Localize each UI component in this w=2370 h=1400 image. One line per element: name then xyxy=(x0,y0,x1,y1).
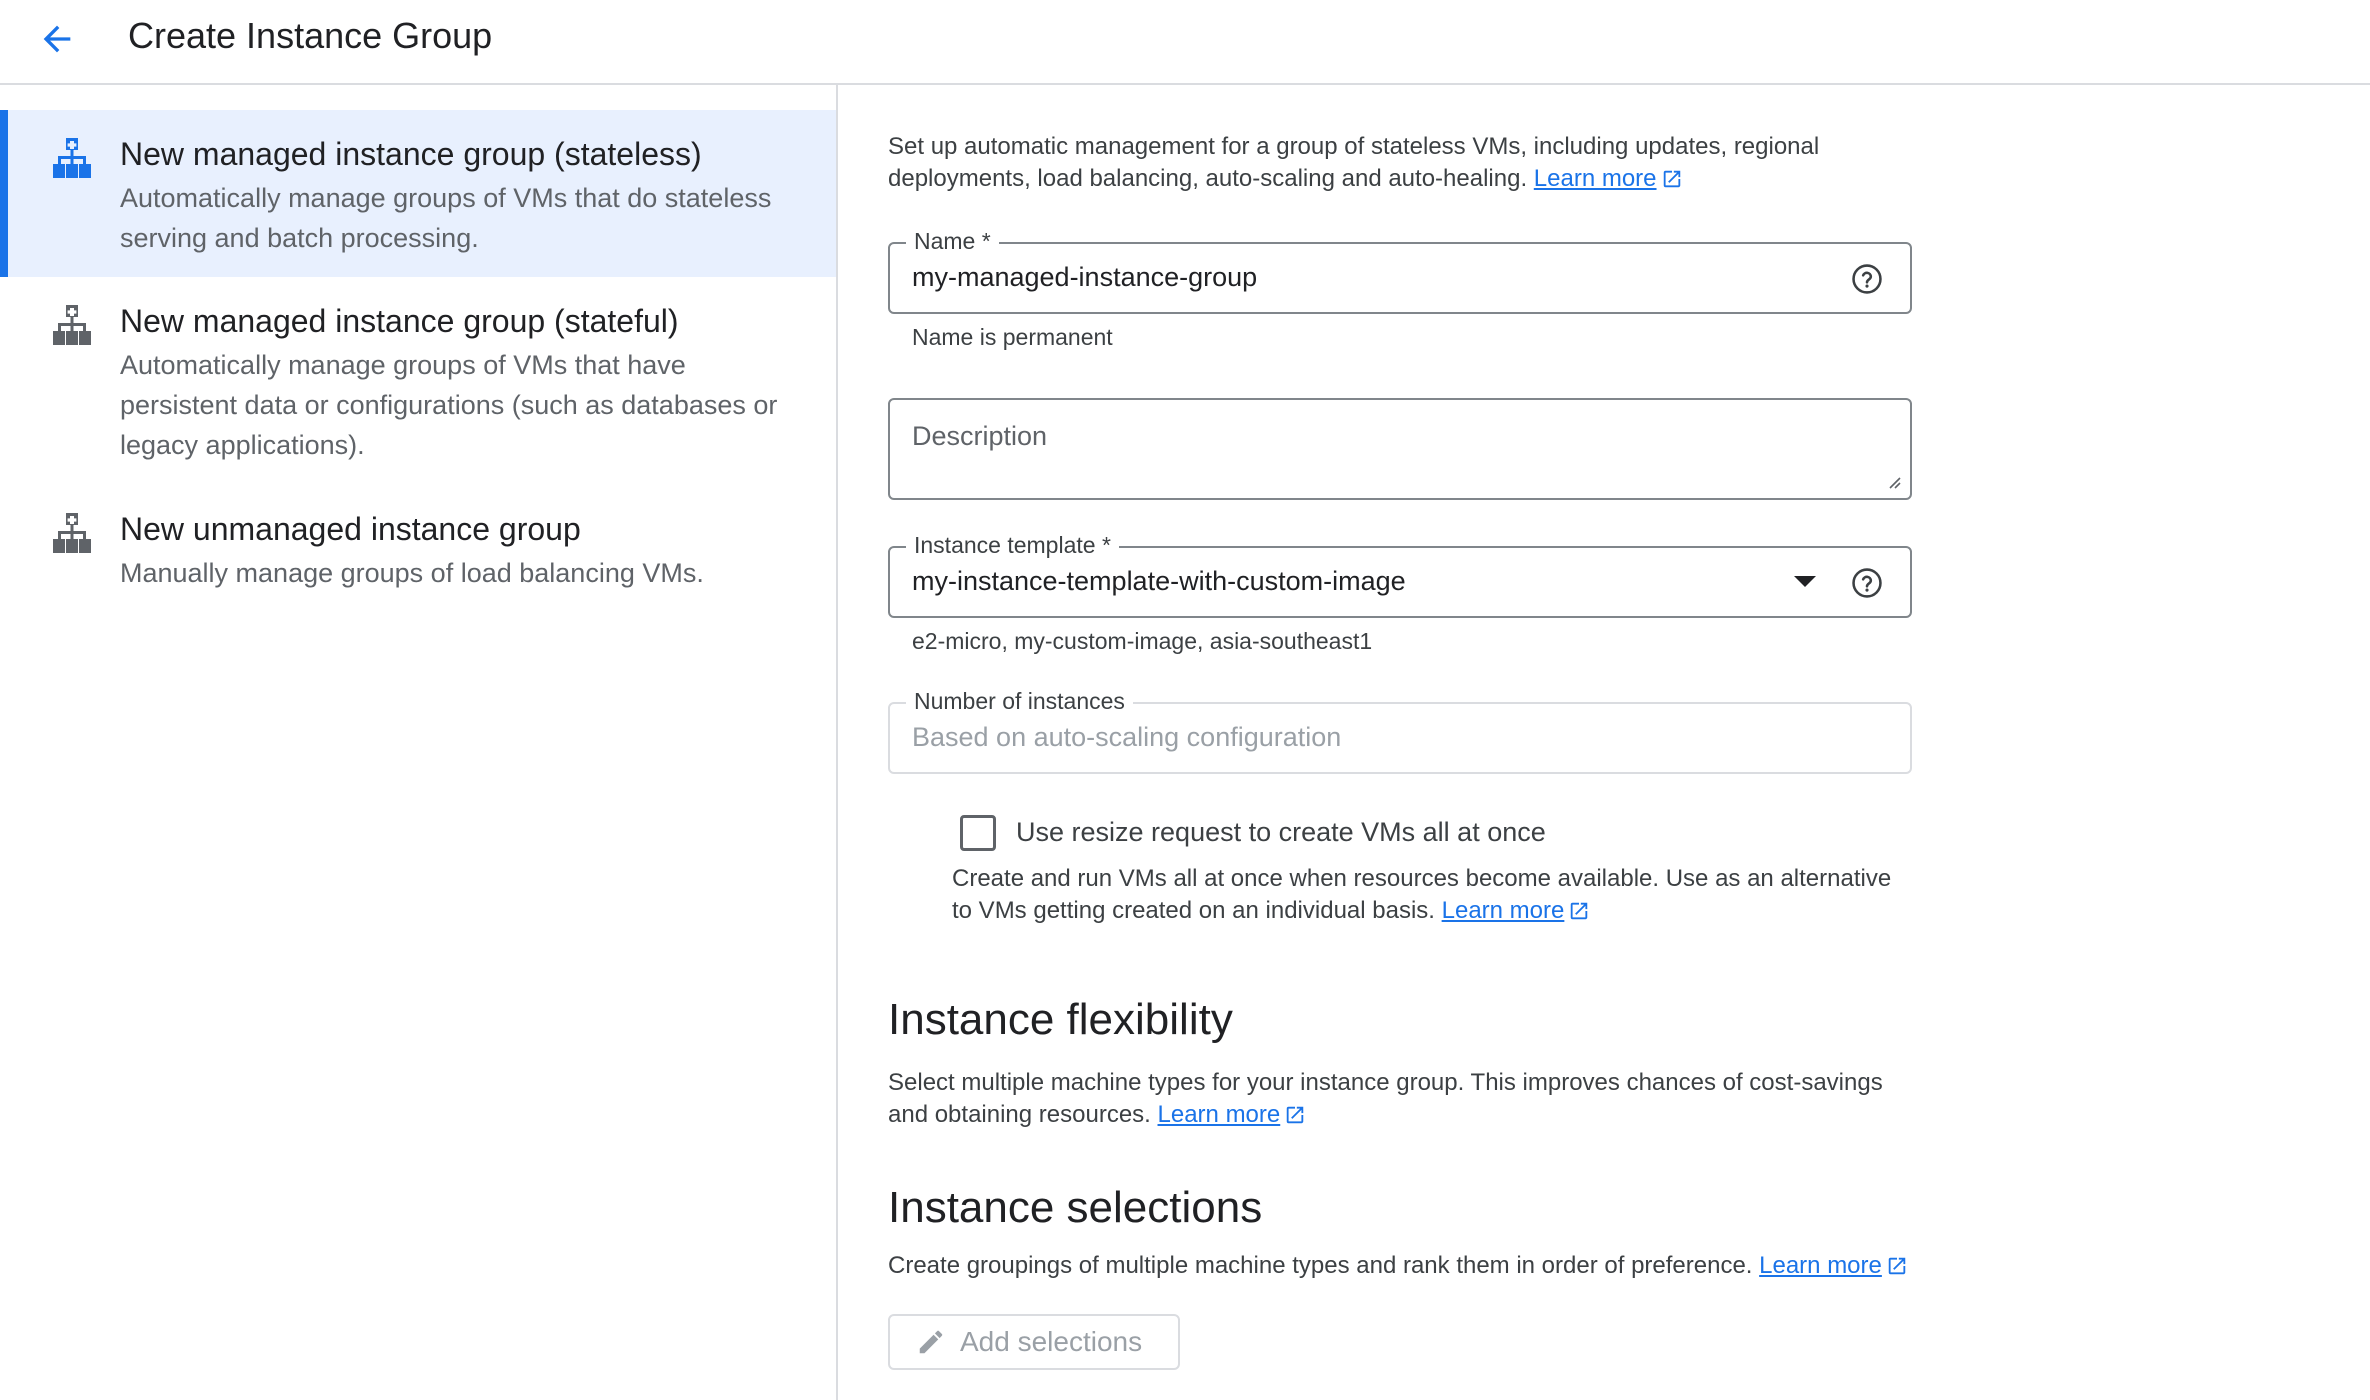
resize-request-text: Create and run VMs all at once when resources become available. Use as an alternative to VMs getting created on an individual basis. xyxy=(952,865,1892,924)
resize-handle-icon[interactable] xyxy=(1886,474,1902,490)
description-field[interactable] xyxy=(888,398,1912,500)
number-of-instances-placeholder: Based on auto-scaling configuration xyxy=(912,722,1342,752)
instance-flexibility-text: Select multiple machine types for your instance group. This improves chances of cost-savings and obtaining resources. xyxy=(888,1069,1883,1128)
intro-description: Set up automatic management for a group of stateless VMs, including updates, regional deployments, load balancing, auto-scaling and auto-healing. xyxy=(888,133,1820,192)
learn-more-label: Learn more xyxy=(1441,897,1565,924)
option-unmanaged[interactable] xyxy=(0,485,836,615)
help-icon[interactable] xyxy=(1850,566,1884,600)
option-managed-stateful[interactable] xyxy=(0,277,836,485)
option-title: New managed instance group (stateless) xyxy=(120,136,702,172)
learn-more-link[interactable] xyxy=(1534,165,1683,192)
learn-more-link[interactable] xyxy=(1759,1252,1908,1279)
intro-text xyxy=(888,131,1888,195)
name-hint: Name is permanent xyxy=(912,324,1113,350)
managed-group-icon xyxy=(48,301,96,349)
learn-more-link[interactable] xyxy=(1442,897,1591,924)
resize-request-label[interactable]: Use resize request to create VMs all at once xyxy=(1016,817,1546,847)
page-header xyxy=(0,0,2370,85)
learn-more-label: Learn more xyxy=(1759,1252,1882,1279)
resize-request-checkbox[interactable] xyxy=(960,815,996,851)
pencil-icon xyxy=(916,1327,946,1357)
instance-template-select[interactable] xyxy=(888,532,1912,618)
number-of-instances-label: Number of instances xyxy=(906,686,1133,716)
help-icon[interactable] xyxy=(1850,262,1884,296)
name-label: Name * xyxy=(906,226,999,256)
group-type-sidebar xyxy=(0,85,838,1400)
open-in-new-icon xyxy=(1886,1255,1908,1277)
resize-request-description xyxy=(952,863,1912,927)
learn-more-link[interactable] xyxy=(1158,1101,1307,1128)
option-title: New unmanaged instance group xyxy=(120,511,581,547)
instance-flexibility-description xyxy=(888,1067,1898,1131)
back-button[interactable] xyxy=(30,12,84,66)
number-of-instances-field xyxy=(888,688,1912,774)
description-placeholder: Description xyxy=(912,421,1048,451)
option-description: Manually manage groups of load balancing VMs. xyxy=(120,558,704,588)
add-selections-button[interactable] xyxy=(888,1314,1180,1370)
unmanaged-group-icon xyxy=(48,509,96,557)
instance-template-value: my-instance-template-with-custom-image xyxy=(912,566,1406,596)
add-selections-label: Add selections xyxy=(960,1326,1143,1357)
option-description: Automatically manage groups of VMs that do stateless serving and batch processing. xyxy=(120,183,772,253)
name-input[interactable]: my-managed-instance-group xyxy=(912,262,1258,292)
instance-selections-heading: Instance selections xyxy=(888,1183,1263,1232)
name-field[interactable] xyxy=(888,228,1912,314)
instance-selections-description xyxy=(888,1250,1928,1282)
open-in-new-icon xyxy=(1661,168,1683,190)
managed-group-icon xyxy=(48,134,96,182)
arrow-back-icon xyxy=(37,19,77,59)
dropdown-arrow-icon[interactable] xyxy=(1794,576,1816,587)
learn-more-label: Learn more xyxy=(1157,1101,1281,1128)
option-managed-stateless[interactable] xyxy=(0,110,836,277)
instance-template-hint: e2-micro, my-custom-image, asia-southeast1 xyxy=(912,628,1373,654)
main-form xyxy=(888,85,2348,1400)
open-in-new-icon xyxy=(1568,900,1590,922)
learn-more-label: Learn more xyxy=(1533,165,1657,192)
instance-selections-text: Create groupings of multiple machine types and rank them in order of preference. xyxy=(888,1252,1753,1279)
instance-template-label: Instance template * xyxy=(906,530,1119,560)
open-in-new-icon xyxy=(1284,1104,1306,1126)
option-description: Automatically manage groups of VMs that have persistent data or configurations (such as databases or legacy applications). xyxy=(120,350,778,460)
option-title: New managed instance group (stateful) xyxy=(120,303,679,339)
page-title: Create Instance Group xyxy=(128,15,493,56)
instance-flexibility-heading: Instance flexibility xyxy=(888,995,1233,1044)
